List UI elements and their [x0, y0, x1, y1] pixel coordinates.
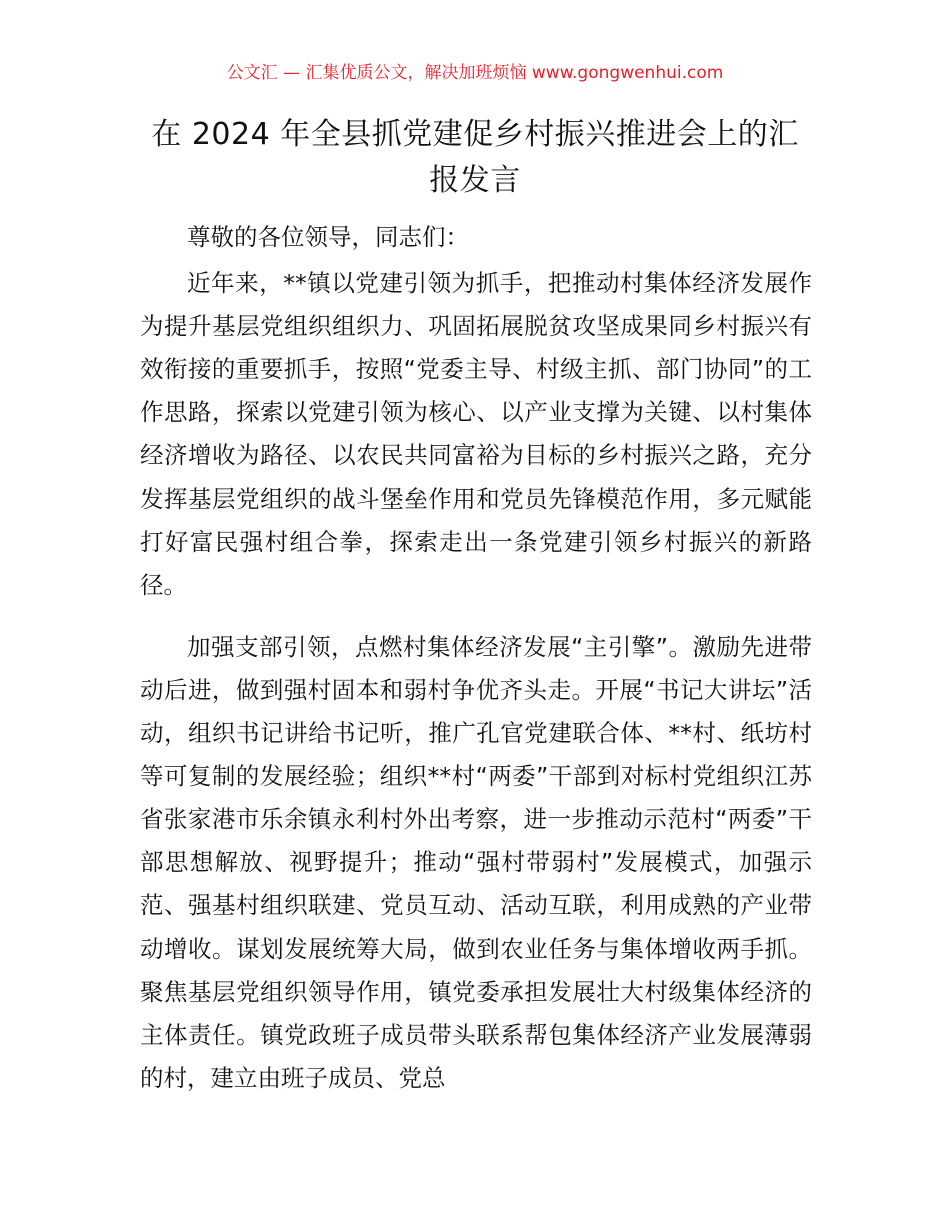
paragraph-1: 近年来，**镇以党建引领为抓手，把推动村集体经济发展作为提升基层党组织组织力、巩固拓展脱贫攻坚成果同乡村振兴有效衔接的重要抓手，按照“党委主导、村级主抓、部门协同”的工作思路，探索以党建引领为核心、以产业支撑为关键、以村集体经济增收为路径、以农民共同富裕为目标的乡村振兴之路，充分发挥基层党组织的战斗堡垒作用和党员先锋模范作用，多元赋能打好富民强村组合拳，探索走出一条党建引领乡村振兴的新路径。 [140, 269, 812, 599]
salutation: 尊敬的各位领导，同志们： [187, 223, 469, 251]
document-body [140, 216, 812, 1100]
document-title: 在 2024 年全县抓党建促乡村振兴推进会上的汇报发言 [151, 117, 799, 198]
paragraph-2: 加强支部引领，点燃村集体经济发展“主引擎”。激励先进带动后进，做到强村固本和弱村争优齐头走。开展“书记大讲坛”活动，组织书记讲给书记听，推广孔官党建联合体、**村、纸坊村等可复制的发展经验；组织**村“两委”干部到对标村党组织江苏省张家港市乐余镇永利村外出考察，进一步推动示范村“两委”干部思想解放、视野提升；推动“强村带弱村”发展模式，加强示范、强基村组织联建、党员互动、活动互联，利用成熟的产业带动增收。谋划发展统筹大局，做到农业任务与集体增收两手抓。聚焦基层党组织领导作用，镇党委承担发展壮大村级集体经济的主体责任。镇党政班子成员带头联系帮包集体经济产业发展薄弱的村，建立由班子成员、党总 [140, 632, 812, 1092]
site-banner: 公文汇 — 汇集优质公文，解决加班烦恼 www.gongwenhui.com [226, 63, 724, 83]
